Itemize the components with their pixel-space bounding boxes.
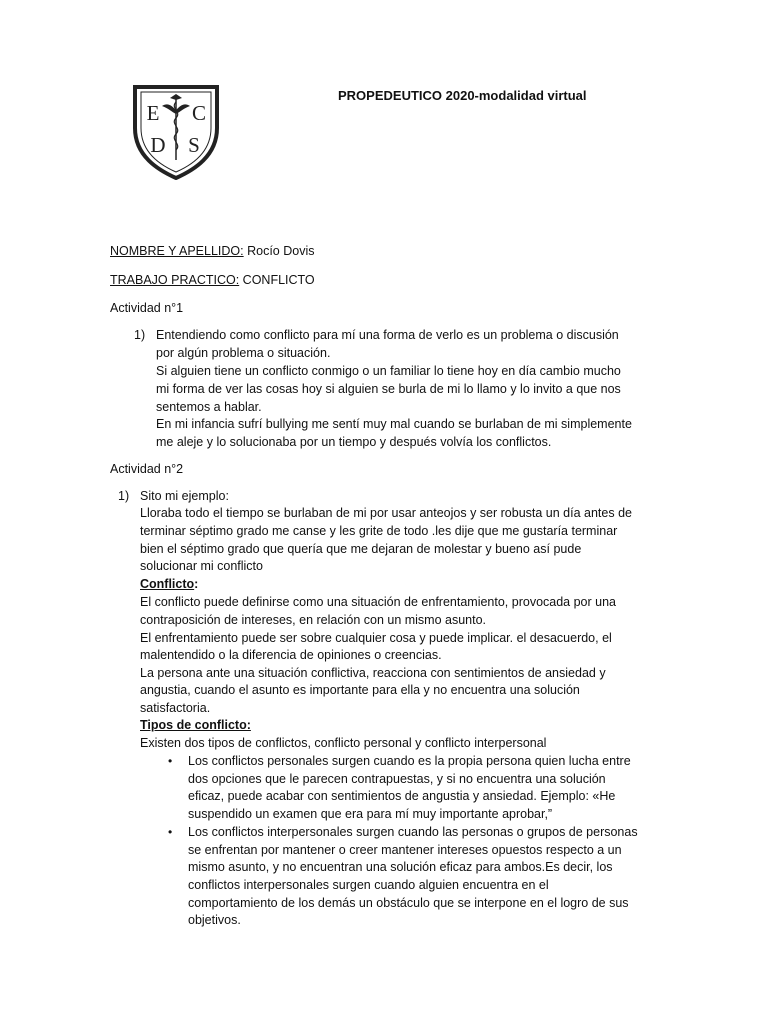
example-line: bien el séptimo grado que quería que me dejaran de molestar y bueno así pude (140, 542, 582, 556)
conflicto-line: El enfrentamiento puede ser sobre cualquier cosa y puede implicar. el desacuerdo, el (140, 631, 612, 645)
bullet-line: suspendido un examen que era para mí muy importante aprobar,” (188, 807, 553, 821)
tp-label: TRABAJO PRACTICO: (110, 273, 240, 287)
logo-letter-s: S (188, 133, 200, 157)
bullet-dot: • (168, 825, 173, 839)
activity1-line: por algún problema o situación. (156, 346, 331, 360)
example-line: Lloraba todo el tiempo se burlaban de mi por usar anteojos y ser robusta un día antes de (140, 506, 632, 520)
activity2-title: Actividad n°2 (110, 462, 184, 476)
conflicto-line: La persona ante una situación conflictiva, reacciona con sentimientos de ansiedad y (140, 666, 606, 680)
conflicto-line: angustia, cuando el asunto es importante para ella y no encuentra una solución (140, 683, 580, 697)
document-title: PROPEDEUTICO 2020-modalidad virtual (338, 88, 587, 103)
conflicto-heading-line (140, 576, 198, 593)
logo-letter-c: C (191, 101, 207, 125)
conflicto-line: malentendido o la diferencia de opiniones o creencias. (140, 648, 442, 662)
bullet-line: objetivos. (188, 913, 241, 927)
bullet-line: conflictos interpersonales surgen cuando alguien encuentra en el (188, 878, 549, 892)
tipos-heading: Tipos de conflicto: (140, 718, 251, 732)
name-value: Rocío Dovis (243, 244, 315, 258)
conflicto-line: contraposición de intereses, en relación con un mismo asunto. (140, 613, 487, 627)
activity1-line: Entendiendo como conflicto para mí una forma de verlo es un problema o discusión (156, 328, 619, 342)
activity1-line: En mi infancia sufrí bullying me sentí muy mal cuando se burlaban de mi simplemente (156, 417, 632, 431)
activity1-line: sentemos a hablar. (156, 400, 262, 414)
bullet-line: eficaz, puede acabar con sentimientos de angustia y ansiedad. Ejemplo: «He (188, 789, 616, 803)
school-crest-logo (132, 84, 220, 180)
logo-letter-d: D (150, 133, 166, 157)
tp-line (110, 272, 315, 289)
name-line (110, 243, 314, 260)
activity2-intro: Sito mi ejemplo: (140, 489, 229, 503)
bullet-line: se enfrentan por mantener o creer mantener intereses opuestos respecto a un (188, 843, 622, 857)
tipos-intro: Existen dos tipos de conflictos, conflicto personal y conflicto interpersonal (140, 736, 547, 750)
bullet-dot: • (168, 754, 173, 768)
bullet-line: comportamiento de los demás un obstáculo que se interpone en el logro de sus (188, 896, 629, 910)
activity1-line: me aleje y lo solucionaba por un tiempo y después volvía los conflictos. (156, 435, 552, 449)
activity2-number: 1) (118, 489, 130, 503)
activity1-line: Si alguien tiene un conflicto conmigo o un familiar lo tiene hoy en día cambio mucho (156, 364, 621, 378)
activity1-number: 1) (134, 328, 146, 342)
logo-letter-e: E (146, 101, 160, 125)
example-line: solucionar mi conflicto (140, 559, 263, 573)
activity1-title: Actividad n°1 (110, 301, 184, 315)
bullet-line: Los conflictos interpersonales surgen cuando las personas o grupos de personas (188, 825, 638, 839)
name-label: NOMBRE Y APELLIDO: (110, 244, 244, 258)
example-line: terminar séptimo grado me canse y les grite de todo .les dije que me gustaría terminar (140, 524, 618, 538)
conflicto-line: satisfactoria. (140, 701, 211, 715)
conflicto-heading: Conflicto (140, 577, 195, 591)
conflicto-line: El conflicto puede definirse como una situación de enfrentamiento, provocada por una (140, 595, 616, 609)
tp-value: CONFLICTO (239, 273, 315, 287)
bullet-line: dos opciones que le parecen contrapuestas, y si no encuentra una solución (188, 772, 606, 786)
activity1-line: mi forma de ver las cosas hoy si alguien se burla de mi lo llamo y lo invito a que nos (156, 382, 621, 396)
conflicto-heading-colon: : (194, 577, 199, 591)
bullet-line: Los conflictos personales surgen cuando es la propia persona quien lucha entre (188, 754, 631, 768)
bullet-line: mismo asunto, y no encuentran una solución eficaz para ambos.Es decir, los (188, 860, 613, 874)
